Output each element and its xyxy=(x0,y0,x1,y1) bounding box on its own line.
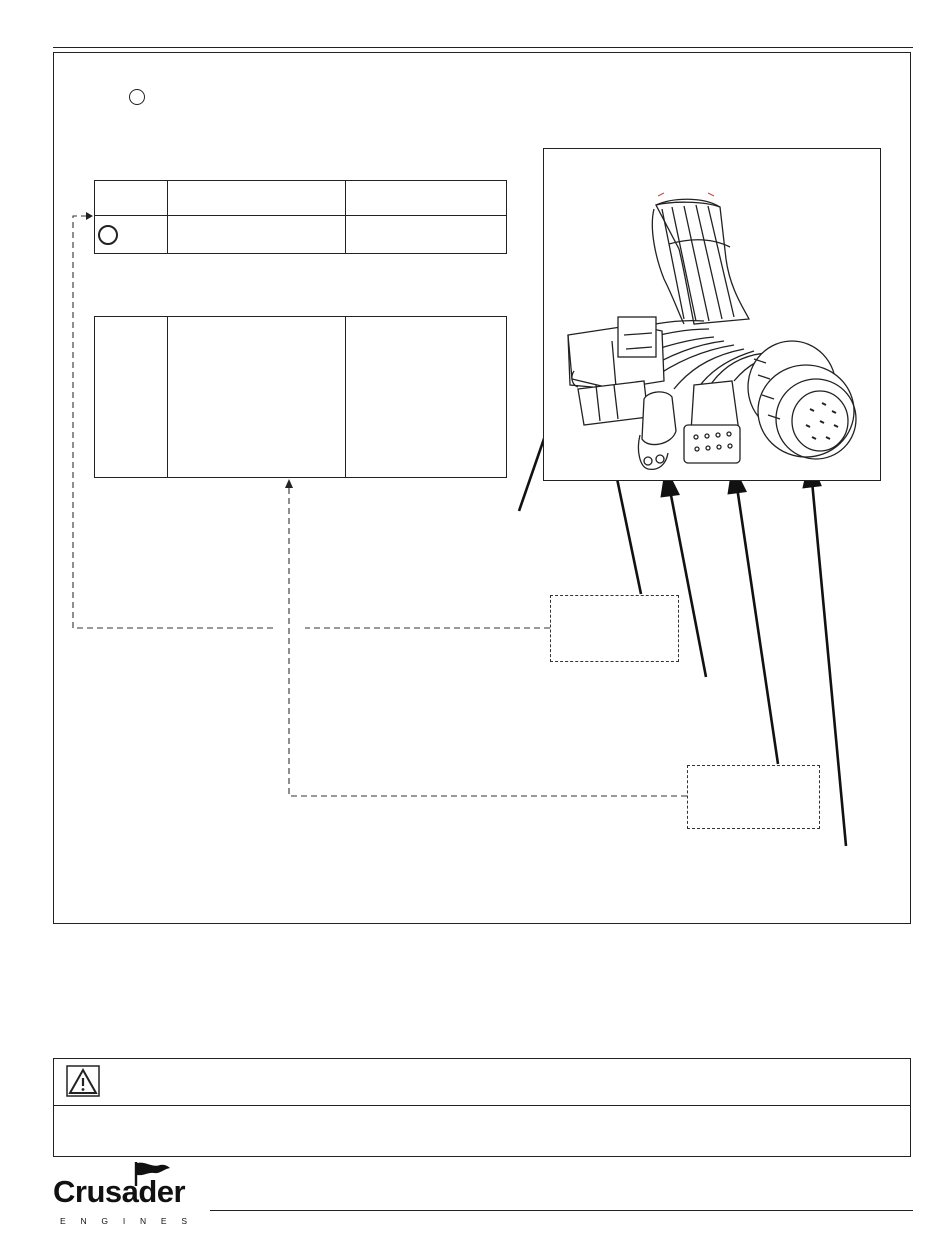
brand-logo-wordmark: Crusader xyxy=(53,1174,186,1209)
harness-connector-photo xyxy=(543,148,881,481)
dashed-leader-upper xyxy=(73,216,550,628)
leader-arrowhead xyxy=(86,212,93,220)
pointer-arrow-4 xyxy=(737,487,778,764)
dashed-label-box-upper xyxy=(550,595,679,662)
warning-triangle-icon xyxy=(66,1065,100,1097)
footer-rule xyxy=(210,1210,913,1211)
brand-logo-tagline: ENGINES xyxy=(60,1216,202,1226)
caution-divider xyxy=(54,1105,910,1106)
caution-box xyxy=(53,1058,911,1157)
leader-arrowhead xyxy=(285,479,293,488)
dashed-label-box-lower xyxy=(687,765,820,829)
harness-illustration xyxy=(544,149,881,481)
